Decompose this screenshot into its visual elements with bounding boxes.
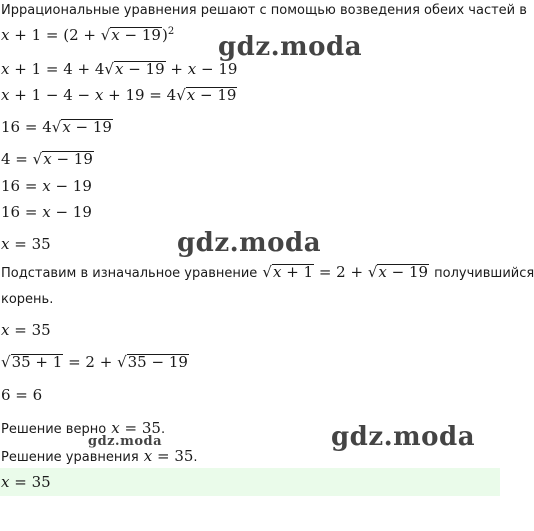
equation-1: $x + 1 = (2 + √x - 19)^2$	[1, 26, 175, 44]
equation-3: x + 1 − 4 − x + 19 = 4√x − 19	[1, 86, 237, 104]
equation-7: 16 = x − 19	[1, 203, 92, 221]
equation-4: 16 = 4√x − 19	[1, 118, 112, 136]
equation-9: x = 35	[1, 321, 51, 339]
equation-11: 6 = 6	[1, 386, 43, 404]
watermark: gdz.moda	[331, 422, 476, 452]
substitution-text: Подставим в изначальное уравнение	[1, 266, 258, 281]
substitution-text-after: получившийся	[434, 266, 534, 281]
equation-10: √35 + 1 = 2 + √35 − 19	[1, 353, 188, 371]
substitution-line: Подставим в изначальное уравнение √x + 1 = 2 + √x − 19 получившийся	[1, 263, 534, 281]
equation-6: 16 = x − 19	[1, 177, 92, 195]
equation-8: x = 35	[1, 235, 51, 253]
conclusion-2: Решение уравнения x = 35.	[1, 447, 198, 465]
equation-5: 4 = √x − 19	[1, 150, 93, 168]
intro-text: Иррациональные уравнения решают с помощью возведения обеих частей в	[1, 3, 527, 18]
watermark: gdz.moda	[218, 32, 363, 62]
answer: x = 35	[1, 473, 51, 491]
watermark: gdz.moda	[88, 434, 163, 449]
watermark: gdz.moda	[177, 228, 322, 258]
conclusion-1: Решение верно x = 35.	[1, 419, 166, 437]
equation-2: x + 1 = 4 + 4√x − 19 + x − 19	[1, 60, 238, 78]
answer-highlight	[0, 468, 500, 496]
substitution-text-line2: корень.	[1, 292, 54, 307]
